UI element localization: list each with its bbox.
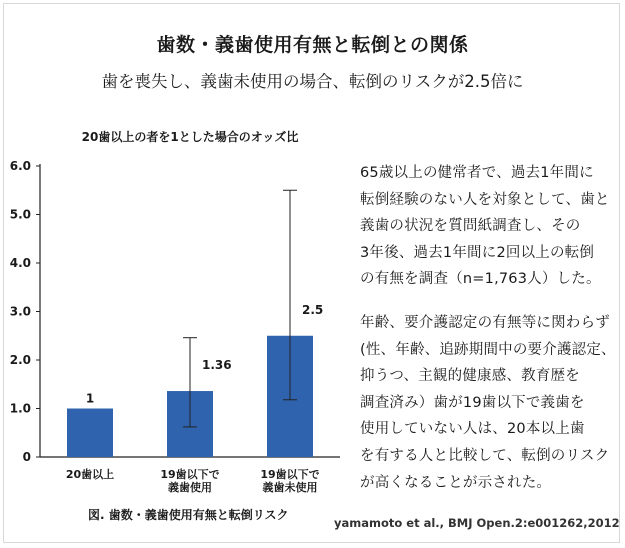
y-tick-label: 3.0 — [9, 304, 31, 319]
y-tick-label: 2.0 — [9, 353, 31, 367]
data-label: 1 — [85, 391, 95, 406]
citation: yamamoto et al., BMJ Open.2:e001262,2012 — [334, 516, 620, 530]
description-paragraph-1 — [360, 160, 616, 293]
chart-title: 20歯以上の者を1とした場合のオッズ比 — [81, 130, 299, 144]
bar — [67, 409, 113, 458]
description-line: (性、年齢、追跡期間中の要介護認定、 — [360, 341, 616, 358]
category-label: 19歯以下で — [160, 468, 220, 481]
description-line: 抑うつ、主観的健康感、教育歴を — [360, 368, 580, 385]
y-tick-label: 1.0 — [9, 401, 31, 416]
description-line: を有する人と比較して、転倒のリスク — [360, 447, 610, 464]
description-line: 転倒経験のない人を対象として、歯と — [360, 191, 610, 208]
category-label: 20歯以上 — [65, 468, 115, 481]
description-line: の有無を調査（n=1,763人）した。 — [360, 271, 601, 288]
description-line: 年齢、要介護認定の有無等に関わらず — [360, 315, 610, 331]
description-line: 使用していない人は、20本以上歯 — [360, 421, 585, 438]
data-label: 1.36 — [202, 358, 232, 373]
description-line: 65歳以上の健常者で、過去1年間に — [360, 165, 594, 181]
description-line: が高くなることが示された。 — [360, 474, 552, 491]
y-tick-label: 5.0 — [9, 207, 31, 222]
data-label: 2.5 — [302, 302, 324, 317]
y-tick-label: 6.0 — [9, 159, 31, 173]
description-line: 調査済み）歯が19歯以下で義歯を — [360, 394, 585, 411]
y-tick-label: 4.0 — [9, 256, 31, 270]
description-line: 義歯の状況を質問紙調査し、その — [360, 218, 581, 235]
description-paragraph-2 — [360, 310, 616, 496]
category-label: 義歯使用 — [168, 481, 212, 494]
description-line: 3年後、過去1年間に2回以上の転倒 — [360, 244, 595, 261]
page-title: 歯数・義歯使用有無と転倒との関係 — [156, 34, 469, 56]
page-subtitle: 歯を喪失し、義歯未使用の場合、転倒のリスクが2.5倍に — [101, 72, 524, 91]
category-label: 義歯未使用 — [262, 481, 318, 494]
y-tick-label: 0 — [22, 450, 31, 464]
figure-caption: 図. 歯数・義歯使用有無と転倒リスク — [88, 508, 289, 522]
category-label: 19歯以下で — [260, 468, 320, 481]
